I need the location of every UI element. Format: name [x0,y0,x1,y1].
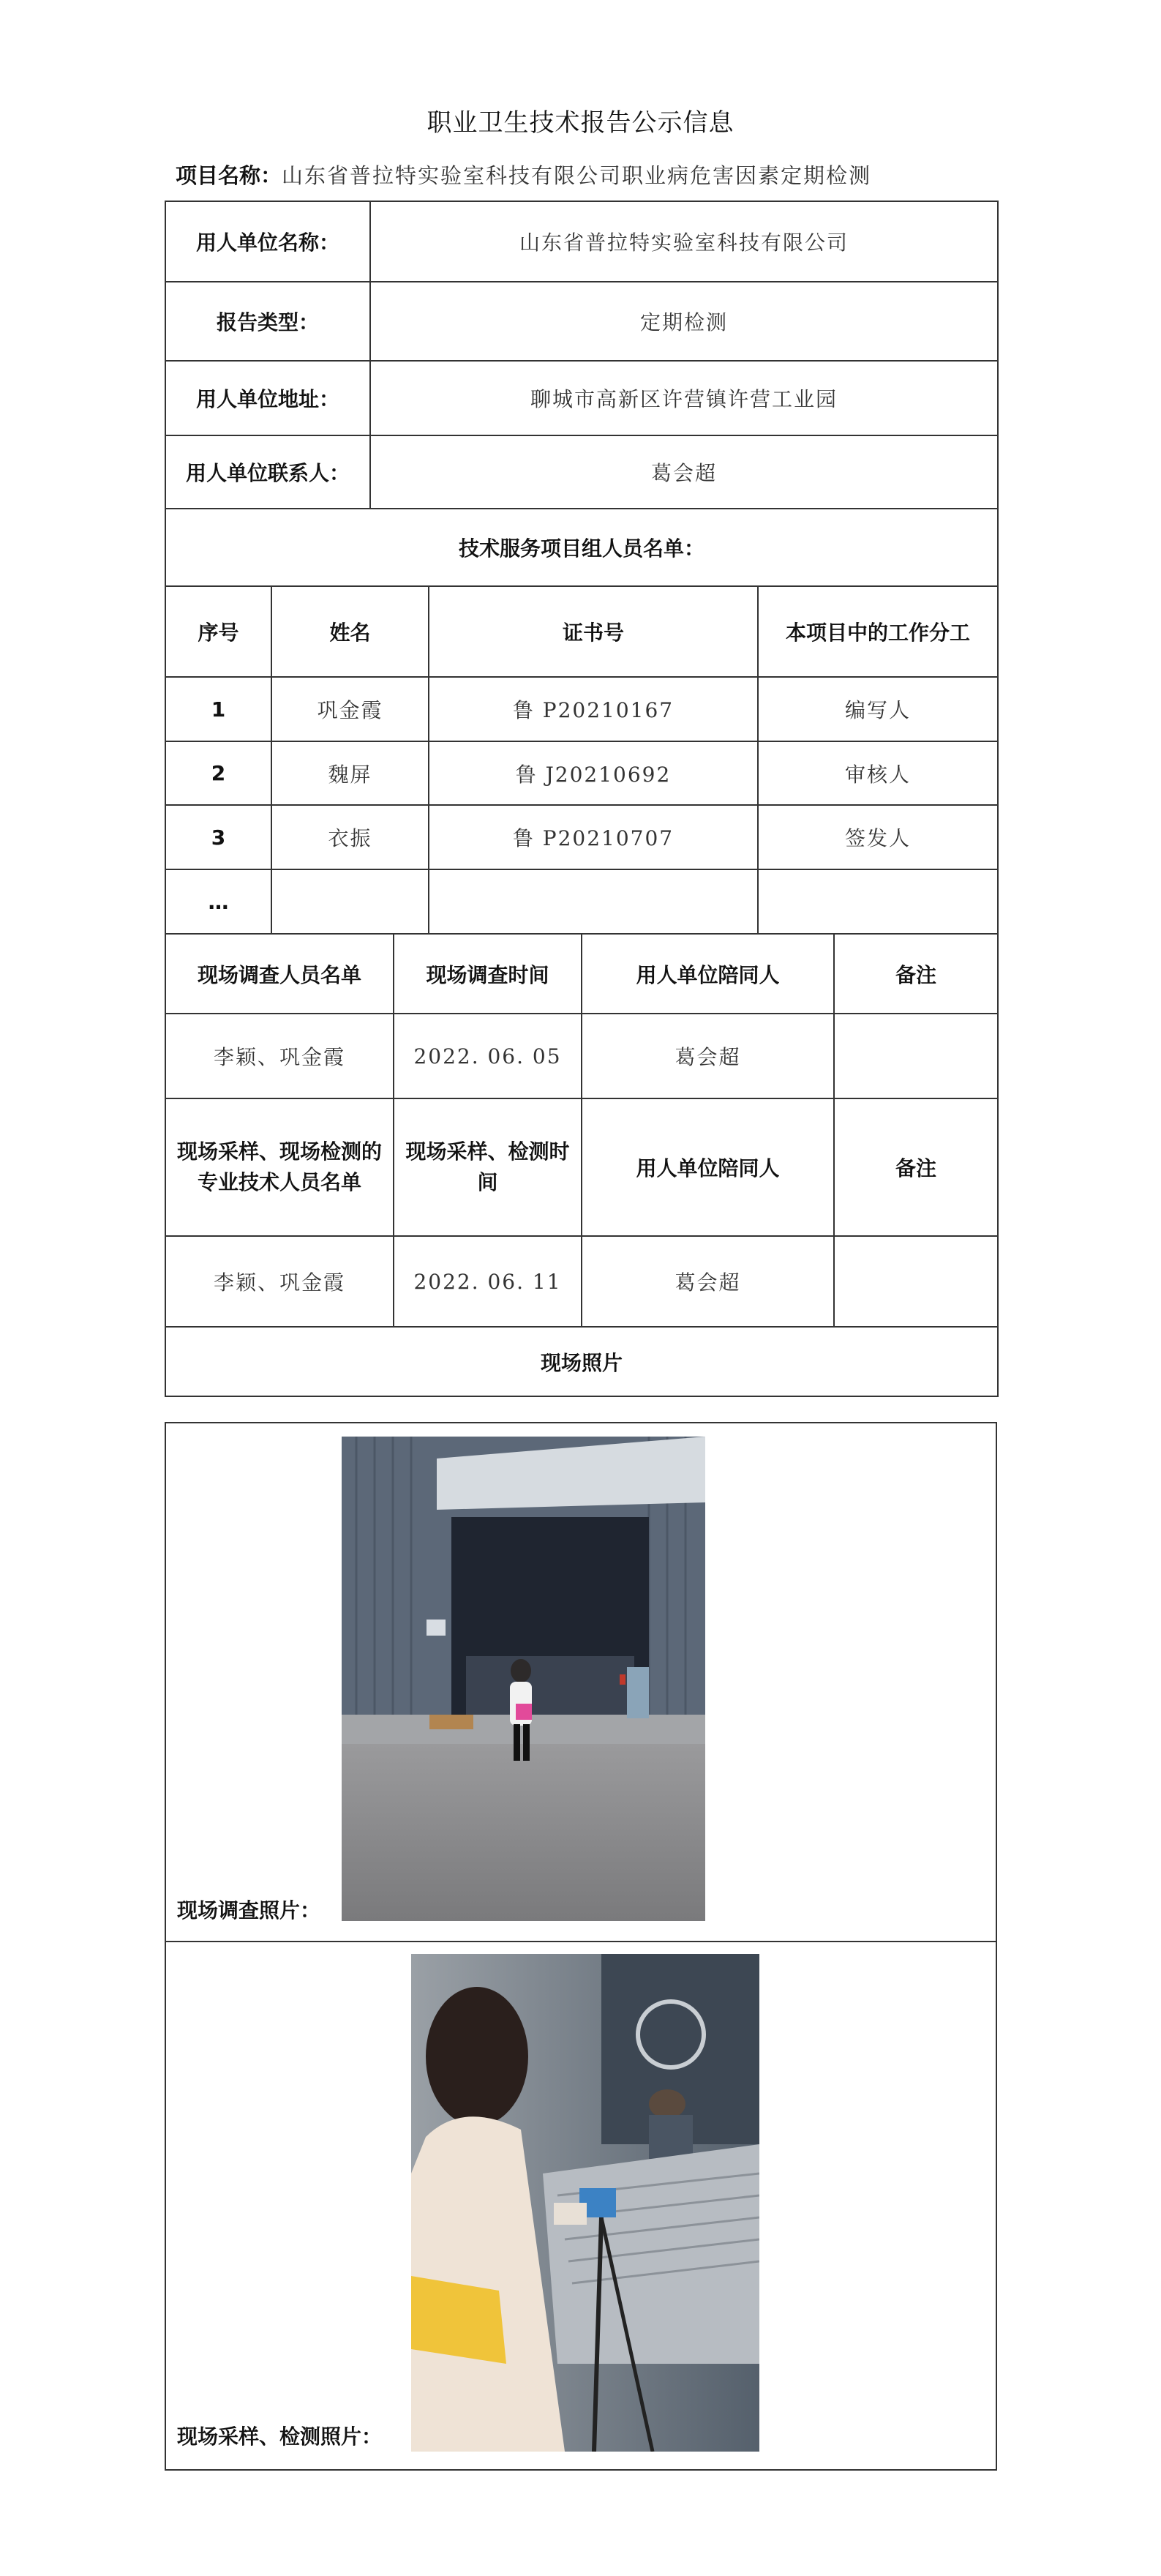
survey-time: 2022. 06. 05 [394,1014,582,1098]
member-cert: 鲁 J20210692 [429,741,758,805]
team-header-row [165,586,998,677]
col-header: 现场采样、现场检测的专业技术人员名单 [165,1098,394,1236]
sampling-note [834,1236,998,1327]
photos-box [165,1422,997,2471]
sampling-photo-label: 现场采样、检测照片： [177,2425,383,2449]
info-table [165,201,999,587]
sampling-escort: 葛会超 [582,1236,834,1327]
member-role: 签发人 [758,805,998,869]
col-header: 备注 [834,934,998,1014]
info-row [165,201,998,282]
info-row [165,282,998,361]
col-header: 用人单位陪同人 [582,1098,834,1236]
col-header: 现场调查人员名单 [165,934,394,1014]
sampling-time: 2022. 06. 11 [394,1236,582,1327]
member-name [271,869,429,934]
col-header: 现场采样、检测时间 [394,1098,582,1236]
member-name: 魏屏 [271,741,429,805]
member-role: 审核人 [758,741,998,805]
photos-heading-row [165,1327,998,1396]
team-heading-row [165,509,998,586]
info-label: 用人单位联系人： [165,435,370,509]
col-header: 现场调查时间 [394,934,582,1014]
info-value: 聊城市高新区许营镇许营工业园 [370,361,998,435]
info-label: 报告类型： [165,282,370,361]
col-header: 备注 [834,1098,998,1236]
member-cert [429,869,758,934]
col-header: 证书号 [429,586,758,677]
project-name-line [176,160,871,190]
info-value: 定期检测 [370,282,998,361]
sampling-photo-image [411,1954,759,2452]
col-header: 序号 [165,586,271,677]
table-row [165,805,998,869]
survey-people: 李颖、巩金霞 [165,1014,394,1098]
page-title: 职业卫生技术报告公示信息 [427,108,734,138]
survey-escort: 葛会超 [582,1014,834,1098]
team-table [165,585,999,935]
photos-heading: 现场照片 [165,1327,998,1396]
member-cert: 鲁 P20210167 [429,677,758,741]
row-number: … [165,869,271,934]
sampling-header-row [165,1098,998,1236]
member-role: 编写人 [758,677,998,741]
survey-photo-label: 现场调查照片： [177,1898,321,1922]
survey-table [165,933,999,1397]
table-row [165,677,998,741]
info-label: 用人单位地址： [165,361,370,435]
project-label: 项目名称： [176,163,282,188]
col-header: 用人单位陪同人 [582,934,834,1014]
sampling-people: 李颖、巩金霞 [165,1236,394,1327]
survey-photo-image [342,1437,705,1921]
row-number: 1 [165,677,271,741]
table-row [165,869,998,934]
photos-divider [166,1941,996,1942]
row-number: 3 [165,805,271,869]
info-label: 用人单位名称： [165,201,370,282]
col-header: 姓名 [271,586,429,677]
project-value: 山东省普拉特实验室科技有限公司职业病危害因素定期检测 [282,163,872,188]
member-role [758,869,998,934]
member-name: 衣振 [271,805,429,869]
survey-row [165,1014,998,1098]
team-heading: 技术服务项目组人员名单： [165,509,998,586]
info-row [165,361,998,435]
table-row [165,741,998,805]
member-name: 巩金霞 [271,677,429,741]
member-cert: 鲁 P20210707 [429,805,758,869]
sampling-row [165,1236,998,1327]
info-value: 葛会超 [370,435,998,509]
info-value: 山东省普拉特实验室科技有限公司 [370,201,998,282]
row-number: 2 [165,741,271,805]
info-row [165,435,998,509]
survey-header-row [165,934,998,1014]
col-header: 本项目中的工作分工 [758,586,998,677]
survey-note [834,1014,998,1098]
